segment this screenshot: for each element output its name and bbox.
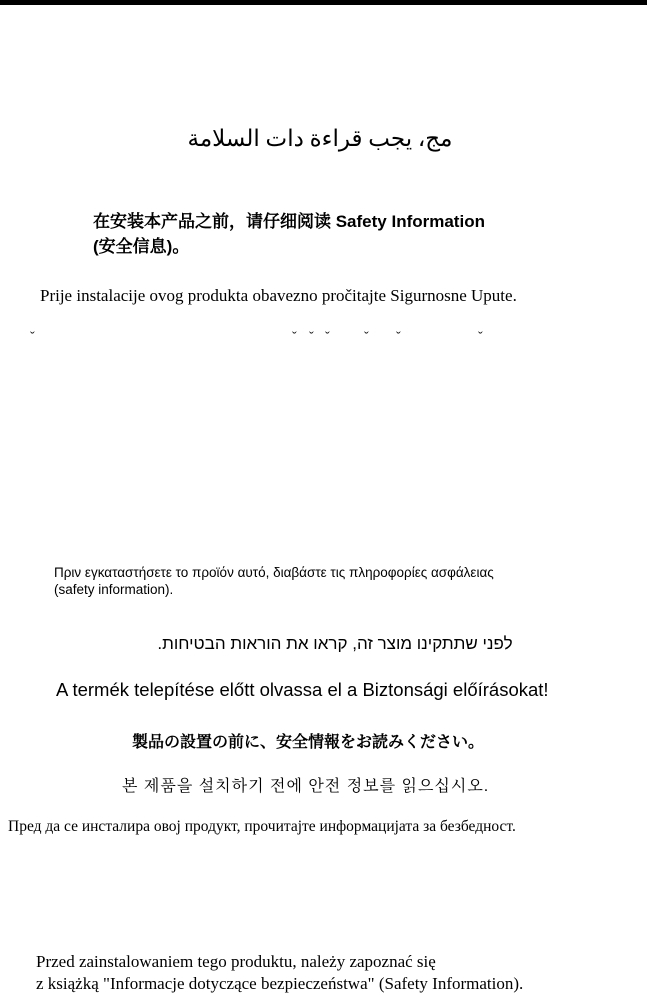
macedonian-notice: Пред да се инсталира овој продукт, прочитајте информацијата за безбедност. xyxy=(8,818,516,835)
greek-notice-line2: (safety information). xyxy=(54,582,174,597)
polish-notice-line2: z książką "Informacje dotyczące bezpieczeństwa" (Safety Information). xyxy=(36,974,524,993)
diacritics-row xyxy=(0,330,647,344)
greek-notice-line1: Πριν εγκαταστήσετε το προϊόν αυτό, διαβάστε τις πληροφορίες ασφάλειας xyxy=(54,565,494,580)
chinese-notice-line2: (安全信息)。 xyxy=(93,237,190,256)
caron-3: ˇ xyxy=(309,330,314,345)
hebrew-notice: לפני שתתקינו מוצר זה, קראו את הוראות הבטיחות. xyxy=(157,634,513,653)
japanese-notice: 製品の設置の前に、安全情報をお読みください。 xyxy=(132,734,485,751)
croatian-notice: Prije instalacije ovog produkta obavezno pročitajte Sigurnosne Upute. xyxy=(40,286,517,305)
caron-2: ˇ xyxy=(292,330,297,345)
caron-6: ˇ xyxy=(396,330,401,345)
chinese-notice-line1: 在安装本产品之前，请仔细阅读 Safety Information xyxy=(93,212,485,231)
arabic-notice: مج، يجب قراءة دات السلامة xyxy=(187,126,453,151)
caron-5: ˇ xyxy=(364,330,369,345)
caron-1: ˇ xyxy=(30,330,35,345)
caron-7: ˇ xyxy=(478,330,483,345)
polish-notice-line1: Przed zainstalowaniem tego produktu, należy zapoznać się xyxy=(36,952,436,971)
top-rule xyxy=(0,0,647,5)
hungarian-notice: A termék telepítése előtt olvassa el a Biztonsági előírásokat! xyxy=(56,679,549,700)
korean-notice: 본 제품을 설치하기 전에 안전 정보를 읽으십시오. xyxy=(122,778,490,795)
caron-4: ˇ xyxy=(325,330,330,345)
